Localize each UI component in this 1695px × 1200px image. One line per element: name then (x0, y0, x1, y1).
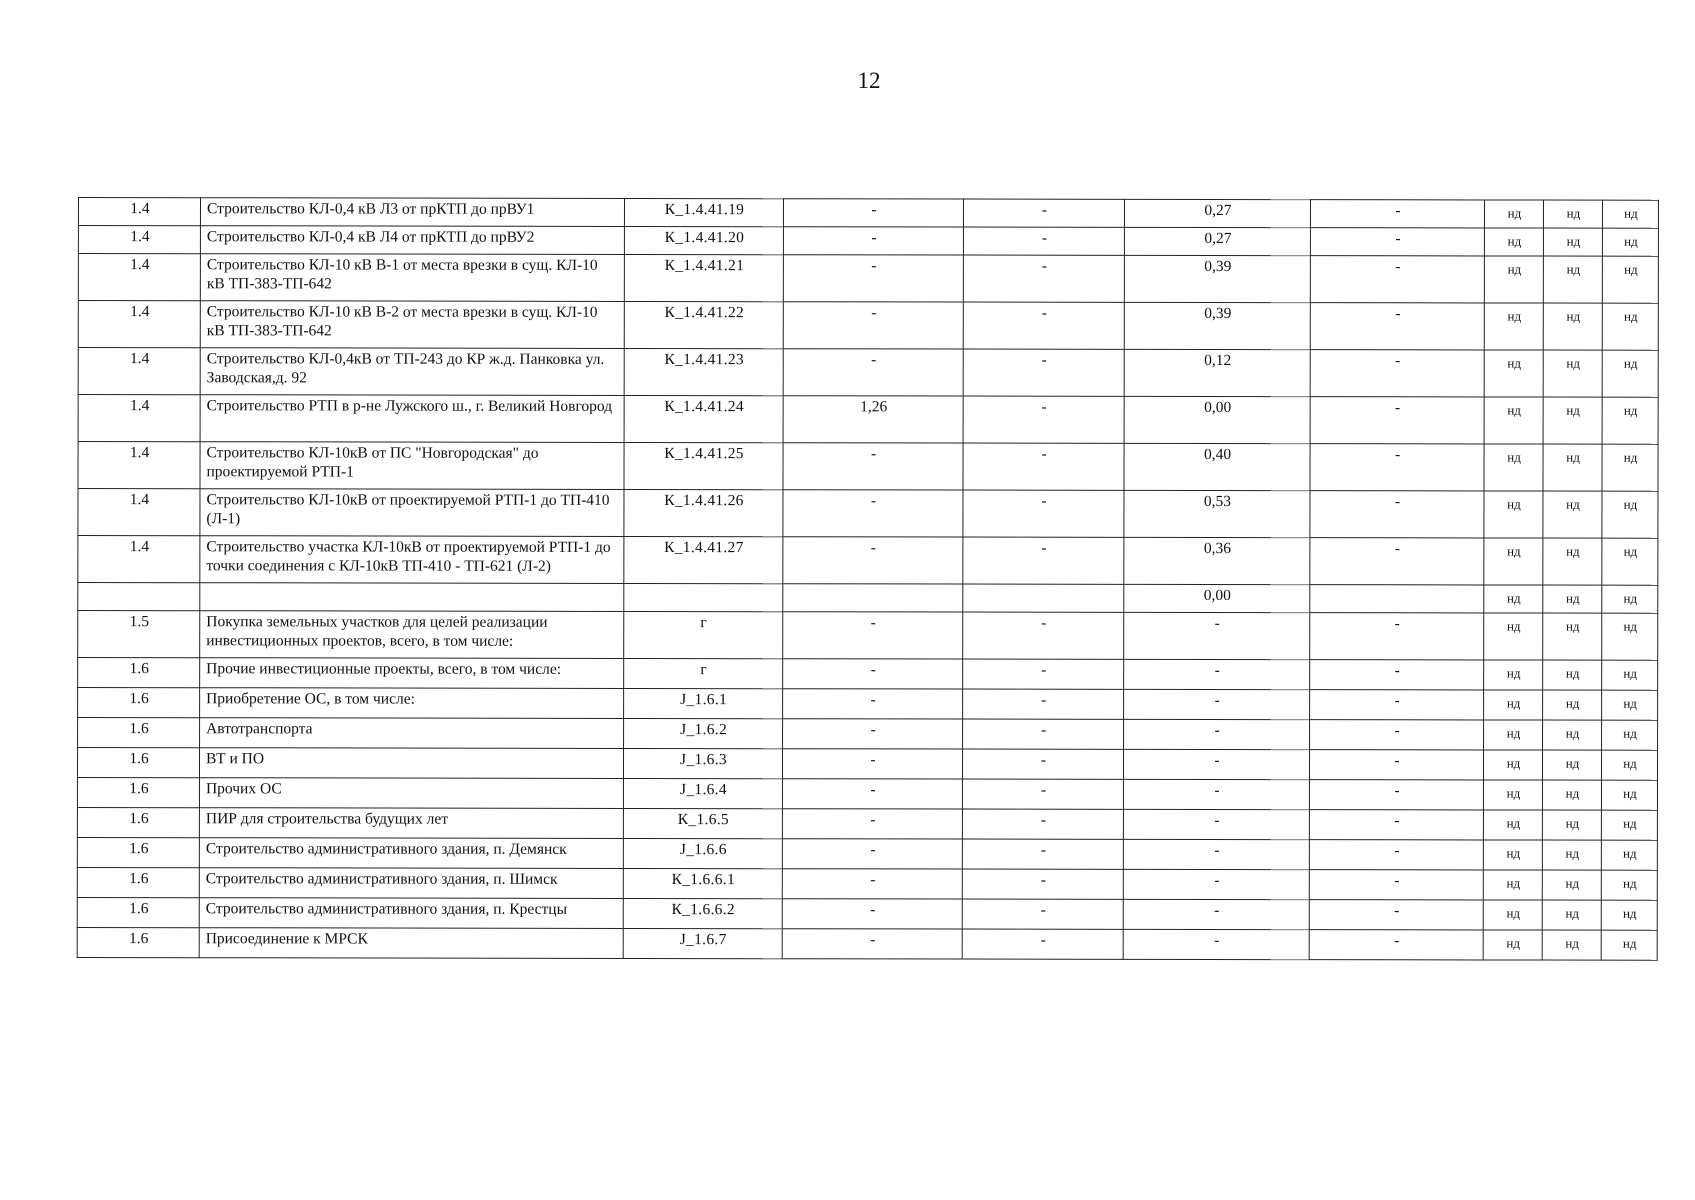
row-number: 1.6 (77, 837, 199, 867)
row-value-4: - (1310, 660, 1484, 690)
row-nd-2: нд (1542, 780, 1601, 810)
row-value-2: - (963, 659, 1124, 689)
table-row (78, 348, 1658, 398)
row-value-3: - (1124, 689, 1310, 719)
row-value-1 (783, 584, 963, 612)
row-value-4: - (1310, 720, 1484, 750)
row-nd-3: нд (1601, 930, 1657, 960)
row-nd-3: нд (1602, 538, 1658, 585)
row-value-3: 0,00 (1124, 396, 1310, 443)
row-value-4: - (1310, 350, 1484, 397)
table-row (78, 536, 1658, 586)
row-code: К_1.4.41.24 (624, 395, 783, 442)
row-value-3: 0,27 (1124, 227, 1310, 255)
table-row (77, 778, 1657, 811)
row-nd-3: нд (1602, 200, 1658, 228)
row-value-2: - (962, 929, 1123, 959)
row-nd-1: нд (1483, 930, 1542, 960)
row-value-1: - (782, 839, 962, 869)
row-value-1: - (783, 199, 963, 227)
row-number: 1.4 (78, 301, 200, 348)
row-nd-1: нд (1484, 660, 1543, 690)
row-number: 1.4 (78, 536, 200, 583)
row-number: 1.6 (77, 807, 199, 837)
row-nd-1: нд (1484, 491, 1543, 538)
row-nd-2: нд (1543, 444, 1602, 491)
row-nd-1: нд (1484, 720, 1543, 750)
row-value-4: - (1309, 750, 1483, 780)
row-name: Строительство КЛ-10 кВ В-1 от места врезки в сущ. КЛ-10 кВ ТП-383-ТП-642 (200, 254, 624, 302)
row-value-1: - (782, 779, 962, 809)
row-name: Строительство КЛ-10 кВ В-2 от места врезки в сущ. КЛ-10 кВ ТП-383-ТП-642 (200, 301, 624, 349)
row-number: 1.6 (77, 897, 199, 927)
row-value-4: - (1310, 491, 1484, 538)
row-code: г (624, 611, 783, 658)
row-value-3: - (1123, 779, 1309, 809)
row-value-4: - (1309, 840, 1483, 870)
row-name: Покупка земельных участков для целей реализации инвестиционных проектов, всего, в том числе: (200, 611, 624, 659)
row-value-1: - (782, 899, 962, 929)
row-nd-1: нд (1484, 228, 1543, 256)
row-nd-1: нд (1483, 780, 1542, 810)
row-code (624, 583, 783, 611)
row-number: 1.5 (78, 611, 200, 658)
row-nd-2: нд (1542, 870, 1601, 900)
row-nd-1: нд (1484, 397, 1543, 444)
row-name: Присоединение к МРСК (199, 928, 623, 959)
row-value-3: 0,12 (1124, 349, 1310, 396)
row-value-4: - (1309, 870, 1483, 900)
row-number: 1.4 (78, 442, 200, 489)
row-nd-1: нд (1484, 444, 1543, 491)
row-nd-3: нд (1602, 660, 1658, 690)
row-code: К_1.4.41.26 (624, 489, 783, 536)
table-row (78, 688, 1658, 721)
table-row (78, 658, 1658, 691)
row-value-1: - (783, 490, 963, 537)
row-value-3: - (1123, 869, 1309, 899)
row-nd-2: нд (1542, 810, 1601, 840)
row-value-2: - (963, 490, 1124, 537)
row-nd-2: нд (1543, 256, 1602, 303)
row-value-2: - (963, 689, 1124, 719)
row-name: Приобретение ОС, в том числе: (200, 688, 624, 719)
row-nd-1: нд (1483, 810, 1542, 840)
row-value-4: - (1309, 810, 1483, 840)
row-number: 1.6 (78, 718, 200, 748)
row-code: К_1.4.41.21 (624, 254, 783, 301)
row-name: Автотранспорта (200, 718, 624, 749)
investment-table (77, 197, 1659, 961)
row-nd-3: нд (1602, 690, 1658, 720)
row-value-1: - (782, 809, 962, 839)
table-row (78, 442, 1658, 492)
page-number: 12 (857, 68, 881, 93)
row-name: Строительство административного здания, п. Демянск (199, 838, 623, 869)
row-value-1: - (783, 612, 963, 659)
row-nd-1: нд (1484, 585, 1543, 613)
row-value-2: - (963, 443, 1124, 490)
row-nd-1: нд (1484, 613, 1543, 660)
table-row (78, 489, 1658, 539)
row-nd-1: нд (1483, 900, 1542, 930)
table-row (78, 583, 1658, 614)
row-nd-2: нд (1543, 690, 1602, 720)
row-number: 1.6 (77, 748, 199, 778)
row-name: ПИР для строительства будущих лет (199, 808, 623, 839)
row-nd-2: нд (1543, 397, 1602, 444)
row-value-2: - (962, 869, 1123, 899)
row-number: 1.6 (78, 658, 200, 688)
row-nd-3: нд (1602, 491, 1658, 538)
row-value-3: - (1124, 612, 1310, 659)
table-row (78, 301, 1658, 351)
row-value-2: - (963, 302, 1124, 349)
row-name: Строительство КЛ-10кВ от ПС "Новгородская" до проектируемой РТП-1 (200, 442, 624, 490)
row-value-4: - (1310, 256, 1484, 303)
row-nd-3: нд (1601, 870, 1657, 900)
row-value-1: 1,26 (783, 396, 963, 443)
row-value-4 (1310, 585, 1484, 613)
row-code: К_1.4.41.19 (624, 198, 783, 226)
row-number: 1.6 (77, 867, 199, 897)
row-value-3: - (1123, 929, 1309, 959)
row-nd-2: нд (1543, 660, 1602, 690)
row-nd-3: нд (1602, 613, 1658, 660)
row-nd-1: нд (1484, 256, 1543, 303)
row-value-2: - (963, 537, 1124, 584)
row-value-4: - (1309, 930, 1483, 960)
row-code: J_1.6.3 (623, 748, 782, 778)
row-number: 1.4 (78, 489, 200, 536)
row-name: Строительство КЛ-10кВ от проектируемой РТП-1 до ТП-410 (Л-1) (200, 489, 624, 537)
row-code: J_1.6.2 (624, 718, 783, 748)
row-value-3: 0,39 (1124, 255, 1310, 302)
row-code: К_1.6.5 (623, 808, 782, 838)
row-nd-3: нд (1602, 350, 1658, 397)
row-value-4: - (1310, 538, 1484, 585)
row-code: К_1.4.41.23 (624, 348, 783, 395)
row-code: К_1.4.41.25 (624, 442, 783, 489)
row-nd-1: нд (1484, 350, 1543, 397)
row-value-2: - (962, 809, 1123, 839)
row-name: Строительство КЛ-0,4 кВ Л3 от прКТП до прВУ1 (200, 198, 624, 227)
row-value-4: - (1310, 303, 1484, 350)
row-code: К_1.4.41.27 (624, 536, 783, 583)
row-nd-3: нд (1601, 750, 1657, 780)
row-name: Строительство административного здания, п. Шимск (199, 868, 623, 899)
row-name: Строительство КЛ-0,4 кВ Л4 от прКТП до прВУ2 (200, 226, 624, 255)
table-row (77, 897, 1657, 930)
row-nd-2: нд (1543, 613, 1602, 660)
table-row (77, 748, 1657, 781)
row-nd-2: нд (1542, 930, 1601, 960)
row-nd-2: нд (1542, 840, 1601, 870)
row-value-2: - (962, 839, 1123, 869)
row-code: К_1.4.41.20 (624, 226, 783, 254)
row-name: Строительство КЛ-0,4кВ от ТП-243 до КР ж.д. Панковка ул. Заводская,д. 92 (200, 348, 624, 396)
row-nd-1: нд (1483, 870, 1542, 900)
row-number (78, 583, 200, 611)
row-nd-2: нд (1543, 350, 1602, 397)
row-value-2: - (963, 255, 1124, 302)
row-nd-1: нд (1484, 200, 1543, 228)
row-nd-3: нд (1601, 810, 1657, 840)
row-name: Строительство административного здания, п. Крестцы (199, 898, 623, 929)
row-code: J_1.6.4 (623, 778, 782, 808)
row-nd-2: нд (1542, 900, 1601, 930)
row-nd-3: нд (1602, 228, 1658, 256)
row-name: Строительство РТП в р-не Лужского ш., г. Великий Новгород (200, 395, 624, 443)
row-value-2: - (963, 396, 1124, 443)
row-nd-1: нд (1483, 840, 1542, 870)
row-value-4: - (1310, 444, 1484, 491)
row-nd-3: нд (1602, 397, 1658, 444)
row-nd-3: нд (1602, 720, 1658, 750)
table-row (78, 395, 1658, 445)
row-code: К_1.6.6.2 (623, 898, 782, 928)
row-value-4: - (1310, 690, 1484, 720)
row-value-4: - (1310, 397, 1484, 444)
row-value-3: 0,00 (1124, 584, 1310, 612)
row-value-2 (963, 584, 1124, 612)
table-row (78, 254, 1658, 304)
row-value-1: - (782, 929, 962, 959)
row-value-3: - (1123, 899, 1309, 929)
row-name: Прочие инвестиционные проекты, всего, в том числе: (200, 658, 624, 689)
row-code: К_1.6.6.1 (623, 868, 782, 898)
row-nd-2: нд (1543, 303, 1602, 350)
row-code: J_1.6.1 (624, 688, 783, 718)
row-number: 1.6 (77, 927, 199, 957)
table-row (77, 867, 1657, 900)
row-value-4: - (1310, 200, 1484, 228)
row-nd-3: нд (1602, 444, 1658, 491)
row-value-4: - (1310, 228, 1484, 256)
table-row (78, 226, 1658, 257)
row-value-3: - (1124, 719, 1310, 749)
row-value-1: - (783, 255, 963, 302)
row-number: 1.6 (77, 778, 199, 808)
table-row (78, 611, 1658, 661)
table-row (77, 837, 1657, 870)
row-number: 1.6 (78, 688, 200, 718)
row-value-3: - (1123, 839, 1309, 869)
row-value-1: - (783, 302, 963, 349)
row-nd-3: нд (1601, 780, 1657, 810)
row-value-1: - (783, 659, 963, 689)
row-number: 1.4 (78, 198, 200, 226)
table-row (77, 807, 1657, 840)
row-nd-2: нд (1543, 200, 1602, 228)
row-value-2: - (963, 227, 1124, 255)
row-value-2: - (963, 349, 1124, 396)
row-nd-3: нд (1601, 840, 1657, 870)
row-value-2: - (963, 612, 1124, 659)
row-code: J_1.6.7 (623, 928, 782, 958)
row-nd-3: нд (1601, 900, 1657, 930)
row-value-3: - (1123, 749, 1309, 779)
row-nd-1: нд (1484, 303, 1543, 350)
row-name (200, 583, 624, 612)
row-value-3: 0,27 (1124, 199, 1310, 227)
row-number: 1.4 (78, 254, 200, 301)
row-number: 1.4 (78, 226, 200, 254)
row-nd-1: нд (1484, 538, 1543, 585)
row-name: Строительство участка КЛ-10кВ от проектируемой РТП-1 до точки соединения с КЛ-10кВ ТП-410 - ТП-621 (Л-2) (200, 536, 624, 584)
row-value-2: - (962, 779, 1123, 809)
row-name: ВТ и ПО (199, 748, 623, 779)
row-nd-1: нд (1483, 750, 1542, 780)
row-value-3: 0,39 (1124, 302, 1310, 349)
row-value-3: 0,36 (1124, 537, 1310, 584)
row-nd-1: нд (1484, 690, 1543, 720)
row-value-2: - (963, 719, 1124, 749)
row-value-2: - (962, 899, 1123, 929)
row-value-1: - (783, 443, 963, 490)
row-nd-3: нд (1602, 585, 1658, 613)
row-nd-3: нд (1602, 303, 1658, 350)
row-nd-2: нд (1543, 720, 1602, 750)
row-value-1: - (782, 869, 962, 899)
row-code: К_1.4.41.22 (624, 301, 783, 348)
table-row (78, 718, 1658, 751)
row-value-1: - (783, 537, 963, 584)
row-value-1: - (782, 749, 962, 779)
row-value-3: - (1124, 659, 1310, 689)
row-nd-2: нд (1543, 491, 1602, 538)
row-value-1: - (783, 689, 963, 719)
row-value-1: - (783, 719, 963, 749)
row-nd-2: нд (1542, 750, 1601, 780)
row-value-3: 0,40 (1124, 443, 1310, 490)
table-row (78, 198, 1658, 229)
row-value-1: - (783, 227, 963, 255)
row-nd-2: нд (1543, 228, 1602, 256)
row-value-4: - (1309, 780, 1483, 810)
row-number: 1.4 (78, 348, 200, 395)
row-value-2: - (962, 749, 1123, 779)
row-code: J_1.6.6 (623, 838, 782, 868)
row-value-2: - (963, 199, 1124, 227)
row-number: 1.4 (78, 395, 200, 442)
row-value-4: - (1309, 900, 1483, 930)
row-value-4: - (1310, 613, 1484, 660)
row-value-3: - (1123, 809, 1309, 839)
row-name: Прочих ОС (199, 778, 623, 809)
table-row (77, 927, 1657, 960)
row-value-3: 0,53 (1124, 490, 1310, 537)
row-code: г (624, 658, 783, 688)
row-nd-2: нд (1543, 538, 1602, 585)
row-value-1: - (783, 349, 963, 396)
row-nd-2: нд (1543, 585, 1602, 613)
row-nd-3: нд (1602, 256, 1658, 303)
